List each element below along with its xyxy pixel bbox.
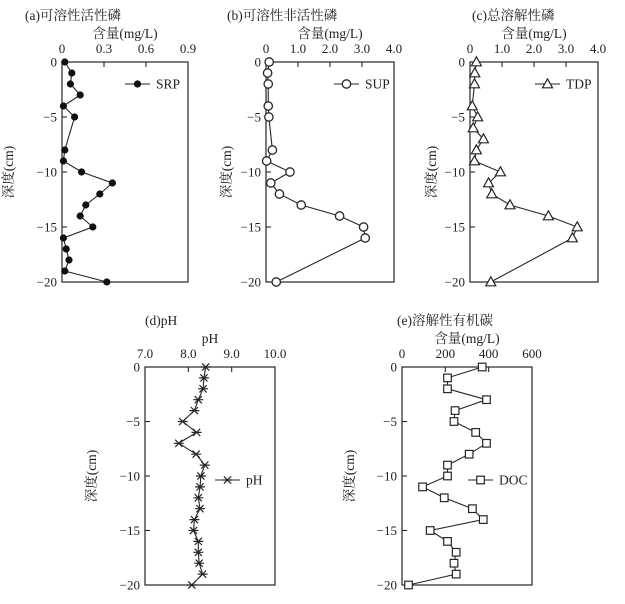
y-tick-label: 0 (50, 54, 57, 70)
y-axis-title: 深度(cm) (424, 145, 439, 199)
y-axis-title: 深度(cm) (342, 449, 357, 503)
x-tick-label: 400 (478, 346, 499, 361)
data-point-marker (134, 80, 141, 87)
data-point-marker (426, 527, 434, 535)
markers-pH (174, 363, 211, 588)
data-point-marker (60, 234, 67, 241)
legend-e (468, 473, 528, 488)
y-tick-label: 0 (254, 54, 261, 70)
data-point-marker (262, 157, 270, 165)
data-point-marker (77, 91, 84, 98)
data-line-SRP (63, 62, 112, 282)
data-point-marker (469, 505, 477, 513)
data-point-marker (469, 156, 479, 165)
x-tick-label: 10.0 (263, 346, 287, 361)
data-point-marker (63, 245, 70, 252)
chart-b (218, 7, 402, 290)
chart-e (341, 312, 542, 593)
data-point-marker (471, 57, 481, 66)
data-point-marker (405, 581, 413, 589)
x-tick-label: 9.0 (223, 346, 240, 361)
chart-d (83, 313, 286, 593)
x-axis-title: 含量(mg/L) (434, 331, 500, 346)
y-axis-title: 深度(cm) (1, 145, 16, 199)
data-line-TDP (472, 62, 577, 282)
data-point-marker (444, 472, 452, 480)
chart-title: (a)可溶性活性磷 (25, 8, 121, 23)
y-tick-label: −20 (376, 577, 397, 593)
y-tick-label: −10 (36, 164, 57, 180)
data-point-marker (65, 256, 72, 263)
data-point-marker (77, 212, 84, 219)
data-point-marker (89, 223, 96, 230)
x-tick-label: 0 (58, 41, 66, 56)
data-point-marker (67, 80, 74, 87)
x-tick-label: 0 (398, 346, 406, 361)
data-point-marker (361, 234, 369, 242)
data-point-marker (71, 113, 78, 120)
data-point-marker (193, 396, 203, 403)
x-tick-label: 0 (262, 41, 270, 56)
data-point-marker (444, 374, 452, 382)
data-point-marker (187, 581, 197, 588)
x-axis-title: 含量(mg/L) (297, 26, 363, 41)
x-tick-label: 1.0 (289, 41, 307, 56)
data-point-marker (543, 79, 553, 88)
chart-title: (b)可溶性非活性磷 (227, 8, 338, 23)
data-point-marker (572, 222, 582, 231)
y-tick-label: −15 (36, 219, 57, 235)
data-point-marker (471, 145, 481, 154)
x-axis-title: 含量(mg/L) (92, 26, 158, 41)
data-line-SUP (267, 62, 366, 282)
x-tick-label: 200 (435, 346, 456, 361)
x-tick-label: 0.6 (137, 41, 155, 56)
data-point-marker (78, 168, 85, 175)
y-tick-label: −15 (376, 523, 397, 538)
data-point-marker (478, 363, 486, 371)
legend-b (334, 77, 390, 92)
x-tick-label: 0.3 (95, 41, 113, 56)
data-point-marker (96, 190, 103, 197)
x-tick-label: 2.0 (321, 41, 339, 56)
data-point-marker (109, 179, 116, 186)
y-tick-label: −10 (240, 164, 261, 180)
data-point-marker (275, 190, 283, 198)
x-tick-label: 4.0 (589, 41, 607, 56)
legend-c (535, 77, 592, 92)
data-point-marker (272, 278, 280, 286)
data-point-marker (469, 79, 479, 88)
y-tick-label: −5 (126, 414, 140, 429)
data-point-marker (60, 157, 67, 164)
data-point-marker (465, 450, 473, 458)
data-point-marker (61, 58, 68, 65)
data-point-marker (200, 462, 210, 469)
markers-SRP (60, 58, 116, 285)
legend-d (215, 473, 263, 488)
data-point-marker (450, 418, 458, 426)
data-point-marker (419, 483, 427, 491)
data-point-marker (335, 212, 343, 220)
data-point-marker (452, 570, 460, 578)
data-point-marker (567, 233, 577, 242)
y-axis-title: 深度(cm) (219, 145, 234, 199)
data-point-marker (359, 223, 367, 231)
x-tick-label: 0.9 (179, 41, 197, 56)
y-tick-label: −20 (36, 274, 57, 290)
y-tick-label: 0 (390, 359, 397, 375)
x-tick-label: 1.0 (493, 41, 511, 56)
y-tick-label: −10 (119, 468, 140, 484)
y-tick-label: −10 (444, 164, 465, 180)
y-tick-label: 0 (133, 359, 140, 375)
y-tick-label: −15 (240, 219, 261, 235)
data-point-marker (444, 461, 452, 469)
data-point-marker (444, 385, 452, 393)
chart-title: (e)溶解性有机碳 (397, 313, 493, 328)
chart-c (423, 7, 606, 290)
y-tick-label: −20 (119, 577, 140, 593)
y-tick-label: −20 (240, 274, 261, 290)
x-tick-label: 2.0 (525, 41, 543, 56)
data-point-marker (477, 476, 485, 484)
x-tick-label: 3.0 (557, 41, 575, 56)
y-tick-label: −5 (247, 109, 261, 125)
data-point-marker (452, 549, 460, 557)
x-tick-label: 4.0 (385, 41, 403, 56)
x-tick-label: 7.0 (136, 346, 154, 361)
data-point-marker (450, 559, 458, 567)
data-point-marker (483, 396, 491, 404)
legend-a (125, 77, 180, 92)
y-tick-label: −5 (43, 109, 57, 125)
data-point-marker (267, 179, 275, 187)
data-point-marker (440, 494, 448, 502)
x-tick-label: 8.0 (180, 346, 197, 361)
data-point-marker (467, 101, 477, 110)
data-point-marker (297, 201, 305, 209)
legend-label: pH (246, 472, 263, 488)
data-point-marker (483, 440, 491, 448)
y-tick-label: −15 (444, 219, 465, 235)
data-point-marker (265, 113, 273, 121)
data-point-marker (60, 102, 67, 109)
data-point-marker (473, 112, 483, 121)
data-point-marker (198, 571, 208, 578)
data-point-marker (82, 201, 89, 208)
data-point-marker (61, 146, 68, 153)
x-tick-label: 3.0 (353, 41, 371, 56)
legend-label: SRP (156, 76, 181, 92)
data-point-marker (268, 146, 276, 154)
markers-SUP (262, 58, 369, 286)
y-tick-label: −15 (119, 523, 140, 538)
data-point-marker (286, 168, 294, 176)
y-tick-label: −5 (383, 414, 397, 429)
y-tick-label: −10 (376, 468, 397, 484)
y-tick-label: −5 (451, 109, 465, 125)
chart-title: (c)总溶解性磷 (472, 8, 555, 23)
data-point-marker (470, 68, 480, 77)
legend-label: DOC (499, 472, 528, 488)
data-point-marker (505, 200, 515, 209)
data-point-marker (61, 267, 68, 274)
data-point-marker (223, 476, 233, 483)
data-point-marker (263, 69, 271, 77)
data-point-marker (265, 58, 273, 66)
data-point-marker (487, 189, 497, 198)
data-point-marker (486, 277, 496, 286)
markers-TDP (467, 57, 582, 286)
chart-a (0, 7, 196, 290)
x-tick-label: 0 (466, 41, 474, 56)
data-point-marker (495, 167, 505, 176)
data-point-marker (472, 429, 480, 437)
y-tick-label: 0 (458, 54, 465, 70)
x-tick-label: 600 (522, 346, 542, 361)
data-point-marker (444, 538, 452, 546)
data-point-marker (103, 278, 110, 285)
x-axis-title: 含量(mg/L) (501, 26, 567, 41)
plot-box (470, 62, 598, 282)
data-point-marker (264, 80, 272, 88)
y-axis-title: 深度(cm) (84, 449, 99, 503)
data-point-marker (342, 80, 350, 88)
data-point-marker (264, 102, 272, 110)
chart-title: (d)pH (145, 313, 178, 328)
data-point-marker (479, 516, 487, 524)
legend-label: SUP (365, 76, 390, 92)
x-axis-title: pH (201, 331, 219, 346)
data-point-marker (68, 69, 75, 76)
data-point-marker (451, 407, 459, 415)
y-tick-label: −20 (444, 274, 465, 290)
legend-label: TDP (566, 76, 592, 92)
